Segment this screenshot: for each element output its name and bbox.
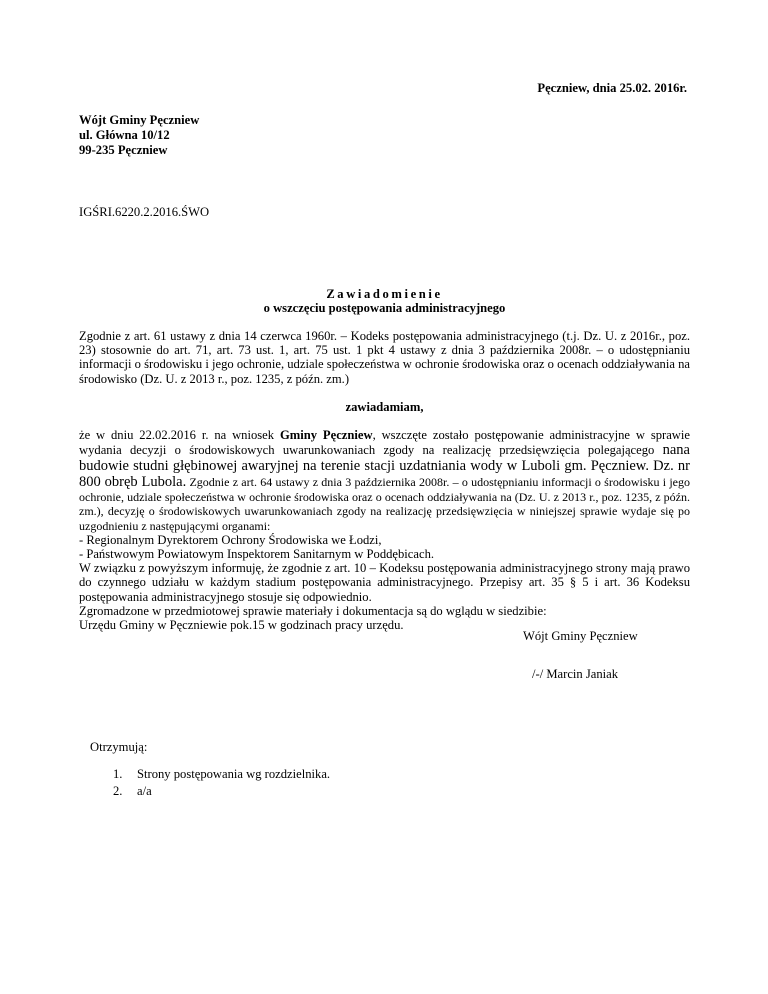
list-number: 1. [113,767,123,781]
materials-paragraph: Zgromadzone w przedmiotowej sprawie materiały i dokumentacja są do wglądu w siedzibie: [79,603,547,618]
organ-item: - Regionalnym Dyrektorem Ochrony Środowiska we Łodzi, [79,532,382,547]
organ-item: - Państwowym Powiatowym Inspektorem Sanitarnym w Poddębicach. [79,547,435,562]
applicant-name: Gminy Pęczniew [279,428,373,443]
list-number: 2. [113,784,123,798]
list-item [113,767,330,784]
main-paragraph-mid: , wszczęte zostało postępowanie administracyjne w sprawie wydania decyzji o środowiskowych uwarunkowaniach zgody na realizację przedsięwzięcia polegającego [79,428,690,458]
sender-name: Wójt Gminy Pęczniew [79,113,200,127]
sender-postal-city: 99-235 Pęczniew [79,142,168,157]
main-paragraph-start: że w dniu 22.02.2016 r. na wniosek [79,428,280,443]
list-item [113,784,330,801]
signature-title: Wójt Gminy Pęczniew [523,629,638,643]
document-date: Pęczniew, dnia 25.02. 2016r. [537,81,687,95]
recipients-list [113,767,330,801]
title-main: Zawiadomienie [326,287,443,301]
document-title [79,287,690,315]
title-subtitle: o wszczęciu postępowania administracyjnego [263,301,506,316]
project-description: nana budowie studni głębinowej awaryjnej na terenie stacji uzdatniania wody w Luboli gm. Pęczniew. Dz. nr 800 obręb Lubola. [79,442,690,491]
document-body [79,329,690,632]
intro-paragraph: Zgodnie z art. 61 ustawy z dnia 14 czerwca 1960r. – Kodeks postępowania administracyjnego (t.j. Dz. U. z 2016r., poz. 23) stosownie do art. 71, art. 73 ust. 1, art. 75 ust. 1 pkt 4 ustawy z dnia 3 października 2008r. – o udostępnianiu informacji o środowisku i jego ochronie, udziale społeczeństwa w ochronie środowiska oraz o ocenach oddziaływania na środowisko (Dz. U. z 2013 r., poz. 1235, z późn. zm.) [79,329,690,386]
announcement: zawiadamiam, [345,399,424,414]
list-text: a/a [137,784,152,798]
reference-number: IGŚRI.6220.2.2016.ŚWO [79,205,210,219]
recipients-label: Otrzymują: [90,740,148,754]
list-text: Strony postępowania wg rozdzielnika. [137,767,331,781]
signature-name: /-/ Marcin Janiak [532,667,619,681]
sender-street: ul. Główna 10/12 [79,127,170,142]
sender-address [79,113,199,157]
rights-paragraph: W związku z powyższym informuję, że zgodnie z art. 10 – Kodeksu postępowania administracyjnego strony mają prawo do czynnego udziału w każdym stadium postępowania administracyjnego. Przepisy art. 35 § 5 i art. 36 Kodeksu postępowania administracyjnego stosuje się odpowiednio. [79,561,690,604]
main-paragraph [79,428,690,533]
office-paragraph: Urzędu Gminy w Pęczniewie pok.15 w godzinach pracy urzędu. [79,618,404,633]
main-paragraph-end: Zgodnie z art. 64 ustawy z dnia 3 października 2008r. – o udostępnianiu informacji o środowisku i jego ochronie, udziale społeczeństwa w ochronie środowiska oraz o ocenach oddziaływania na (Dz. U. z 2013 r., poz. 1235, z późn. zm.), decyzję o środowiskowych uwarunkowaniach zgody na realizację przedsięwzięcia w niniejszej sprawie wydaje się po uzgodnieniu z następującymi organami: [79,475,690,533]
